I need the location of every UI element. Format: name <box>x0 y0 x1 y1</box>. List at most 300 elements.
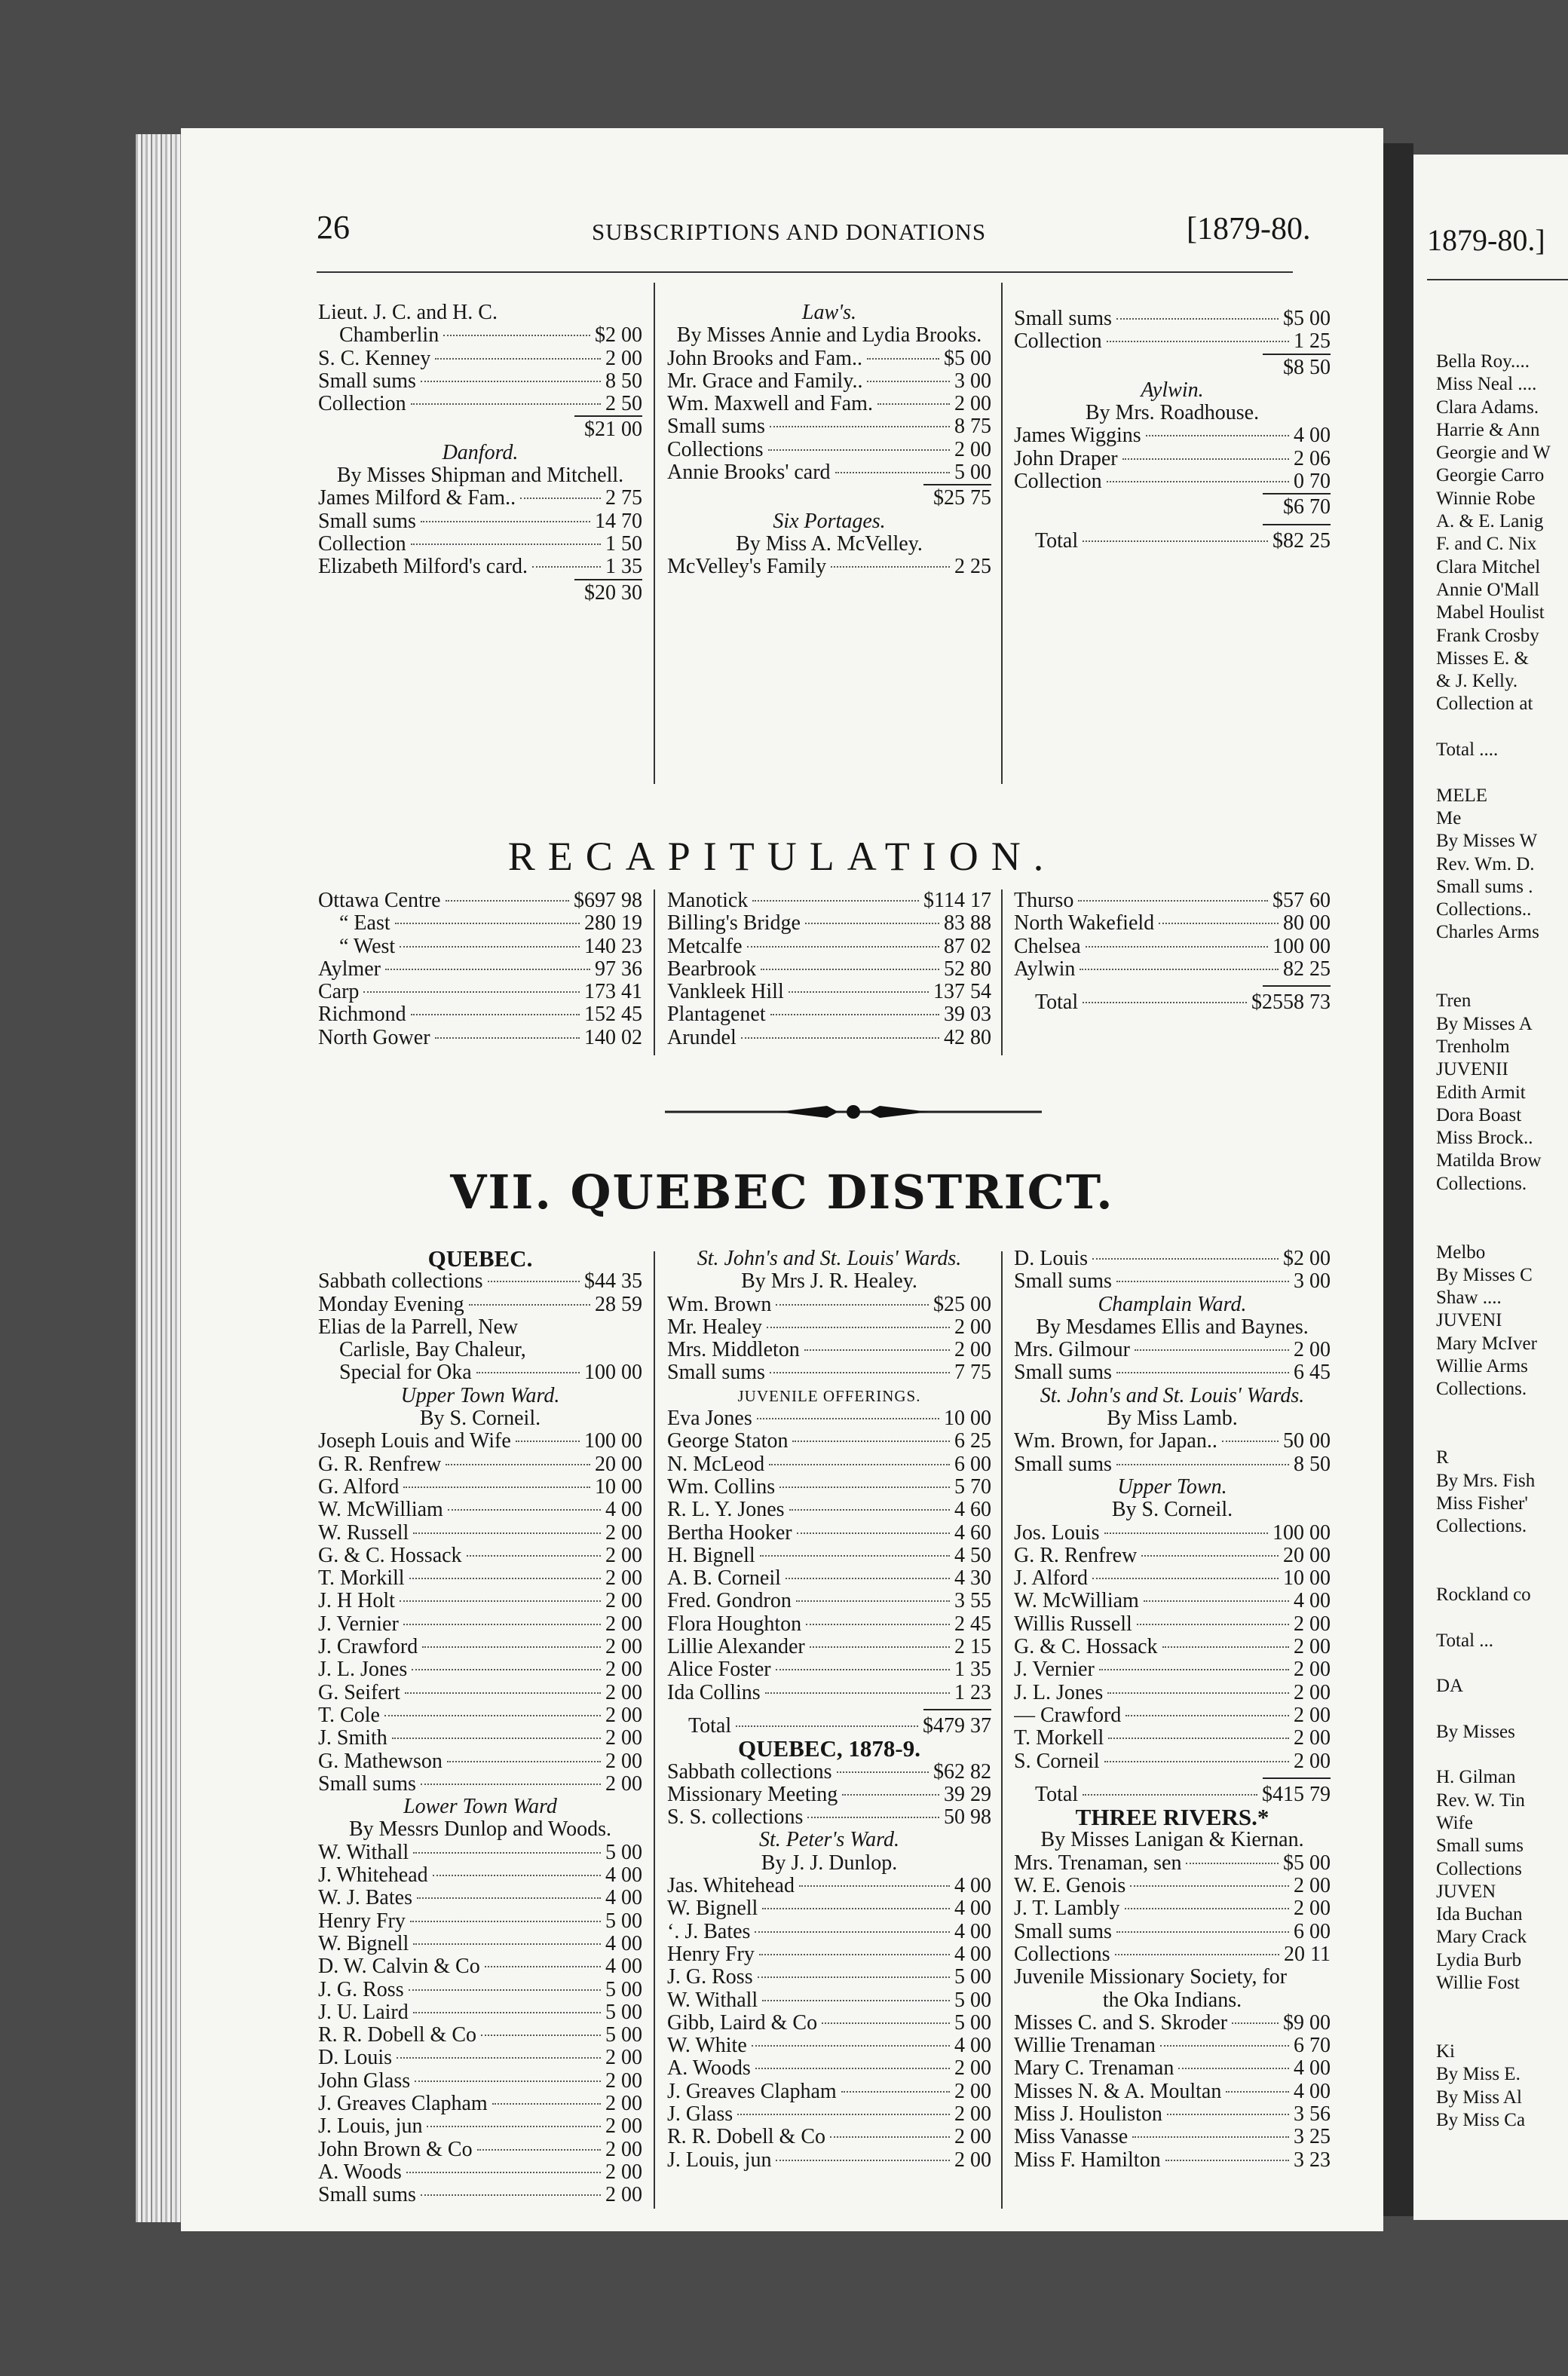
dot-leader <box>413 2012 601 2013</box>
section-heading: By Misses Annie and Lydia Brooks. <box>676 323 982 348</box>
section-heading: JUVENILE OFFERINGS. <box>737 1386 921 1405</box>
running-year: [1879-80. <box>1187 212 1311 246</box>
entry-amount: 5 00 <box>605 1909 642 1933</box>
entry-row <box>667 439 991 461</box>
dot-leader <box>762 1908 950 1909</box>
entry-name: Fred. Gondron <box>667 1590 792 1613</box>
entry-name: Gibb, Laird & Co <box>667 2011 818 2035</box>
dot-leader <box>1137 1624 1289 1625</box>
dot-leader <box>736 1725 918 1727</box>
entry-row <box>667 1430 991 1453</box>
entry-row <box>1014 1784 1331 1806</box>
dot-leader <box>421 2194 601 2196</box>
facing-line: Edith Armit <box>1436 1082 1526 1103</box>
entry-amount: 1 35 <box>605 555 642 579</box>
dot-leader <box>1108 1738 1289 1739</box>
facing-header-rule <box>1427 279 1568 280</box>
entry-amount: 2 00 <box>954 2056 991 2081</box>
entry-amount: $5 00 <box>1283 1851 1331 1875</box>
entry-row <box>667 2012 991 2035</box>
page-number: 26 <box>317 209 350 246</box>
facing-line: Shaw .... <box>1436 1288 1502 1309</box>
entry-row <box>1014 1750 1331 1773</box>
entry-amount: 3 25 <box>1294 2125 1331 2149</box>
dot-leader <box>1099 1669 1289 1670</box>
entry-name: Bertha Hooker <box>667 1521 792 1545</box>
facing-line: Winnie Robe <box>1436 488 1536 509</box>
entry-amount: 2 00 <box>605 1612 642 1636</box>
column-divider <box>654 1251 655 2209</box>
entry-name: Wm. Maxwell and Fam. <box>667 393 873 416</box>
dot-leader <box>841 2091 950 2093</box>
entry-amount: 152 45 <box>584 1003 642 1027</box>
facing-line: JUVENII <box>1436 1059 1508 1080</box>
subtotal <box>667 484 991 510</box>
entry-row <box>667 1636 991 1658</box>
facing-line: H. Gilman <box>1436 1767 1516 1788</box>
facing-line: F. and C. Nix <box>1436 534 1537 555</box>
entry-name: Small sums <box>1014 1453 1112 1476</box>
entry-name: Jas. Whitehead <box>667 1875 795 1898</box>
entry-row <box>667 1715 991 1738</box>
dot-leader <box>762 2000 950 2001</box>
entry-name: George Staton <box>667 1430 789 1453</box>
entry-amount: 4 00 <box>954 1942 991 1966</box>
entry-name: Total <box>1035 529 1079 553</box>
dot-leader <box>1135 1349 1289 1351</box>
section-heading: QUEBEC. <box>427 1245 533 1272</box>
facing-line: Miss Brock.. <box>1436 1128 1533 1149</box>
entry-name: Elias de la Parrell, New <box>318 1315 519 1339</box>
section-heading: By S. Corneil. <box>419 1407 541 1431</box>
top-column-2 <box>667 302 991 579</box>
entry-row <box>318 324 642 347</box>
entry-amount: 4 00 <box>1294 2056 1331 2081</box>
section-heading: Upper Town Ward. <box>400 1383 560 1407</box>
dot-leader <box>770 1372 950 1373</box>
entry-row <box>1014 1636 1331 1658</box>
entry-name: Henry Fry <box>318 1909 406 1933</box>
entry-amount: 7 75 <box>954 1361 991 1385</box>
entry-name: T. Morkill <box>318 1567 405 1591</box>
dot-leader <box>421 381 601 382</box>
dot-leader <box>433 1875 601 1876</box>
entry-name: A. Woods <box>318 2160 402 2184</box>
entry-amount: 173 41 <box>584 980 642 1004</box>
entry-row <box>1014 424 1331 447</box>
entry-amount: 39 03 <box>944 1003 991 1027</box>
running-title: SUBSCRIPTIONS AND DONATIONS <box>592 219 987 245</box>
entry-amount: 2 00 <box>605 346 642 370</box>
dot-leader <box>747 946 940 948</box>
entry-row <box>1014 1921 1331 1943</box>
entry-name: Annie Brooks' card <box>667 461 831 485</box>
entry-row <box>1014 1897 1331 1920</box>
entry-row <box>318 889 642 912</box>
bottom-column-1 <box>318 1245 642 2207</box>
entry-name: Flora Houghton <box>667 1612 802 1636</box>
entry-amount: 100 00 <box>584 1361 642 1385</box>
entry-name: ‘. J. Bates <box>667 1920 751 1943</box>
entry-amount: 5 00 <box>954 1965 991 1989</box>
entry-name: Carlisle, Bay Chaleur, <box>339 1339 526 1362</box>
entry-name: J. U. Laird <box>318 2001 409 2024</box>
facing-line <box>1436 1196 1568 1218</box>
entry-name: Alice Foster <box>667 1658 771 1682</box>
dot-leader <box>400 1600 601 1602</box>
section-heading: St. Peter's Ward. <box>759 1828 899 1852</box>
dot-leader <box>1165 2160 1289 2161</box>
entry-amount: 2 00 <box>954 1338 991 1362</box>
dot-leader <box>1116 1372 1289 1373</box>
entry-name: Ida Collins <box>667 1681 761 1704</box>
total-rule <box>1263 1777 1331 1779</box>
dot-leader <box>392 1738 601 1739</box>
entry-amount: 2 00 <box>605 2160 642 2184</box>
entry-amount: $57 60 <box>1272 889 1331 912</box>
dot-leader <box>447 1761 601 1762</box>
facing-line: R <box>1436 1447 1449 1468</box>
dot-leader <box>1186 1863 1279 1864</box>
dot-leader <box>403 1624 601 1625</box>
entry-name: Collections <box>667 438 764 461</box>
entry-name: W. McWilliam <box>1014 1590 1139 1613</box>
dot-leader <box>384 1715 601 1716</box>
entry-row <box>667 1658 991 1681</box>
entry-name: Mr. Healey <box>667 1315 762 1339</box>
entry-amount: 8 50 <box>605 369 642 393</box>
entry-name: Chelsea <box>1014 935 1081 958</box>
entry-amount: 2 00 <box>605 1658 642 1682</box>
entry-amount: 87 02 <box>944 934 991 958</box>
section-heading: St. John's and St. Louis' Wards. <box>697 1247 962 1270</box>
dot-leader <box>867 381 950 382</box>
dot-leader <box>409 1578 601 1579</box>
entry-row <box>667 1294 991 1316</box>
entry-amount: $114 17 <box>923 889 991 912</box>
entry-amount: 5 00 <box>605 1840 642 1864</box>
dot-leader <box>409 1989 601 1991</box>
book-gutter <box>1383 143 1413 2216</box>
entry-row <box>1014 2035 1331 2057</box>
section-heading: By Messrs Dunlop and Woods. <box>348 1817 612 1842</box>
dot-leader <box>1104 1761 1289 1762</box>
entry-row <box>1014 1430 1331 1453</box>
facing-line: By Misses <box>1436 1721 1515 1742</box>
entry-row <box>318 1864 642 1887</box>
dot-leader <box>400 946 580 948</box>
recapitulation-title: RECAPITULATION. <box>507 834 1057 879</box>
facing-line: Wife <box>1436 1813 1473 1833</box>
entry-amount: 2 00 <box>1294 1635 1331 1659</box>
facing-line: Collections. <box>1436 1379 1527 1400</box>
entry-amount: 2 06 <box>1294 446 1331 470</box>
entry-row <box>318 958 642 981</box>
facing-line: Charles Arms <box>1436 922 1539 943</box>
entry-row <box>318 1955 642 1978</box>
dot-leader <box>516 1441 580 1442</box>
dot-leader <box>789 1509 950 1511</box>
facing-line: By Misses A <box>1436 1013 1533 1034</box>
dot-leader <box>488 1281 580 1282</box>
dot-leader <box>435 358 601 360</box>
dot-leader <box>765 1692 950 1694</box>
dot-leader <box>737 2114 950 2115</box>
entry-row <box>667 2126 991 2148</box>
entry-row <box>1014 1943 1331 1966</box>
facing-line <box>1436 1995 1568 2017</box>
entry-name: Wm. Collins <box>667 1475 776 1499</box>
dot-leader <box>1107 1692 1289 1694</box>
entry-row <box>318 1545 642 1567</box>
entry-row <box>667 1897 991 1920</box>
entry-row <box>1014 2057 1331 2080</box>
entry-row <box>318 1499 642 1521</box>
entry-amount: 97 36 <box>595 957 642 981</box>
dot-leader <box>752 900 919 902</box>
entry-amount: 1 25 <box>1294 329 1331 354</box>
bottom-column-3 <box>1014 1248 1331 2172</box>
facing-line <box>1436 1652 1568 1675</box>
entry-name: Collection <box>1014 470 1102 494</box>
dot-leader <box>768 449 950 451</box>
entry-row <box>667 1476 991 1499</box>
entry-amount: 2 00 <box>605 1703 642 1727</box>
section-heading: Upper Town. <box>1117 1474 1227 1499</box>
dot-leader <box>385 969 590 970</box>
facing-line <box>1436 1561 1568 1584</box>
entry-name: Metcalfe <box>667 935 743 958</box>
dot-leader <box>1146 435 1289 436</box>
entry-row <box>318 2184 642 2206</box>
column-divider <box>1001 283 1003 784</box>
entry-name: W. Withall <box>318 1841 409 1864</box>
facing-line <box>1436 1606 1568 1629</box>
entry-amount: 2 00 <box>1294 1703 1331 1727</box>
dot-leader <box>1104 1532 1268 1534</box>
section-heading: By Misses Shipman and Mitchell. <box>336 464 624 488</box>
top-column-3 <box>1014 308 1331 553</box>
entry-name: North Wakefield <box>1014 912 1155 935</box>
dot-leader <box>421 1784 601 1785</box>
entry-row <box>318 2001 642 2024</box>
entry-row <box>318 1567 642 1590</box>
entry-amount: 6 00 <box>1294 1919 1331 1943</box>
dot-leader <box>770 1014 939 1015</box>
dot-leader <box>1167 2114 1289 2115</box>
entry-amount: 5 00 <box>605 1977 642 2001</box>
entry-amount: 2 00 <box>605 1543 642 1567</box>
dot-leader <box>411 403 601 405</box>
entry-row <box>1014 330 1331 353</box>
entry-name: Total <box>1035 1783 1079 1806</box>
dot-leader <box>422 1646 601 1648</box>
dot-leader <box>842 1794 939 1796</box>
dot-leader <box>421 521 590 522</box>
entry-name: Small sums <box>667 415 765 439</box>
entry-row <box>318 981 642 1003</box>
entry-amount: 2 00 <box>605 2137 642 2161</box>
entry-row <box>318 1316 642 1339</box>
entry-row <box>318 1933 642 1955</box>
dot-leader <box>405 1692 601 1694</box>
entry-amount: 52 80 <box>944 957 991 981</box>
entry-name: T. Cole <box>318 1704 380 1727</box>
dot-leader <box>406 2172 601 2173</box>
dot-leader <box>1159 923 1279 924</box>
dot-leader <box>789 991 929 993</box>
entry-name: Richmond <box>318 1003 406 1027</box>
dot-leader <box>1162 1646 1289 1648</box>
entry-row <box>318 2115 642 2138</box>
entry-row <box>1014 1875 1331 1897</box>
entry-row <box>318 370 642 393</box>
dot-leader <box>792 1441 950 1442</box>
facing-line: Tren <box>1436 991 1472 1012</box>
section-heading: Six Portages. <box>773 509 886 533</box>
facing-page-lines <box>1436 351 1568 2132</box>
entry-row <box>318 1773 642 1796</box>
facing-line: By Miss Al <box>1436 2087 1522 2108</box>
entry-name: the Oka Indians. <box>1102 1989 1242 2012</box>
entry-amount: 5 00 <box>954 461 991 485</box>
entry-row <box>1014 308 1331 330</box>
dot-leader <box>757 1418 939 1419</box>
entry-amount: 6 45 <box>1294 1361 1331 1385</box>
facing-line: & J. Kelly. <box>1436 671 1518 692</box>
dot-leader <box>761 969 939 970</box>
entry-name: S. C. Kenney <box>318 347 431 370</box>
dot-leader <box>1141 1555 1279 1557</box>
entry-row <box>1014 1339 1331 1361</box>
entry-row <box>1014 2103 1331 2126</box>
entry-row <box>667 1590 991 1612</box>
section-heading: St. John's and St. Louis' Wards. <box>1040 1383 1305 1407</box>
entry-name: J. G. Ross <box>667 1966 753 1989</box>
facing-line: MELE <box>1436 785 1488 806</box>
entry-amount: 4 00 <box>605 1498 642 1522</box>
entry-row <box>318 1270 642 1293</box>
facing-line: Mabel Houlist <box>1436 602 1545 623</box>
entry-row <box>1014 1590 1331 1612</box>
facing-line <box>1436 967 1568 990</box>
entry-amount: 0 70 <box>1294 470 1331 494</box>
entry-name: Willie Trenaman <box>1014 2035 1156 2058</box>
entry-amount: 2 00 <box>605 1635 642 1659</box>
entry-amount: 4 00 <box>1294 1589 1331 1613</box>
entry-name: James Milford & Fam.. <box>318 487 516 510</box>
dot-leader <box>807 1817 939 1818</box>
entry-name: Sabbath collections <box>667 1760 832 1784</box>
entry-name: R. L. Y. Jones <box>667 1499 785 1522</box>
entry-name: Small sums <box>1014 1361 1112 1385</box>
dot-leader <box>1125 1715 1289 1716</box>
dot-leader <box>1144 1600 1289 1602</box>
entry-name: Eva Jones <box>667 1407 752 1431</box>
dot-leader <box>435 1037 580 1039</box>
subtotal-amount: $20 30 <box>574 579 642 605</box>
entry-row <box>667 958 991 981</box>
entry-row <box>318 1590 642 1612</box>
entry-row <box>318 1027 642 1049</box>
entry-name: J. H Holt <box>318 1590 395 1613</box>
entry-name: Small sums <box>667 1361 765 1385</box>
entry-name: Small sums <box>318 2184 416 2207</box>
entry-amount: 6 25 <box>954 1429 991 1453</box>
dot-leader <box>806 1624 950 1625</box>
facing-line: Small sums . <box>1436 876 1533 897</box>
dot-leader <box>477 2149 601 2151</box>
facing-line: Harrie & Ann <box>1436 419 1540 440</box>
entry-name: J. Louis, jun <box>318 2115 423 2139</box>
facing-line <box>1436 716 1568 739</box>
entry-name: S. S. collections <box>667 1806 804 1829</box>
entry-row <box>667 1806 991 1829</box>
entry-name: Total <box>688 1714 732 1738</box>
entry-name: Small sums <box>1014 1270 1112 1294</box>
entry-amount: 42 80 <box>944 1025 991 1049</box>
entry-name: G. R. Renfrew <box>1014 1544 1138 1567</box>
entry-row <box>1014 1658 1331 1681</box>
dot-leader <box>448 1509 601 1511</box>
entry-amount: $5 00 <box>944 346 991 370</box>
entry-name: North Gower <box>318 1026 430 1049</box>
entry-row <box>667 1966 991 1989</box>
entry-row <box>1014 2149 1331 2172</box>
column-divider <box>1001 889 1003 1055</box>
facing-line <box>1436 1424 1568 1447</box>
entry-amount: 3 00 <box>1294 1269 1331 1294</box>
facing-line: By Misses W <box>1436 831 1538 852</box>
dot-leader <box>1083 1794 1257 1796</box>
entry-amount: 5 00 <box>605 2023 642 2047</box>
entry-amount: 2 00 <box>954 2079 991 2103</box>
entry-name: Small sums <box>318 510 416 533</box>
entry-amount: 10 00 <box>944 1407 991 1431</box>
dot-leader <box>776 1304 929 1306</box>
entry-amount: 28 59 <box>595 1292 642 1316</box>
entry-name: J. Glass <box>667 2102 733 2126</box>
subtotal-amount: $6 70 <box>1263 493 1331 519</box>
facing-line: Bella Roy.... <box>1436 351 1530 372</box>
entry-row <box>318 1003 642 1026</box>
entry-row <box>318 510 642 533</box>
dot-leader <box>485 1966 601 1967</box>
facing-line: Collections <box>1436 1858 1522 1879</box>
entry-amount: 2 00 <box>954 2125 991 2149</box>
entry-amount: 2 45 <box>954 1612 991 1636</box>
dot-leader <box>1116 1464 1289 1465</box>
entry-amount: 50 00 <box>1283 1429 1331 1453</box>
entry-amount: 2 00 <box>605 1749 642 1773</box>
entry-row <box>1014 1545 1331 1567</box>
entry-amount: 2 00 <box>954 2148 991 2172</box>
dot-leader <box>1232 2022 1279 2024</box>
facing-line <box>1436 1744 1568 1766</box>
entry-amount: 2 00 <box>605 2183 642 2207</box>
entry-amount: 2 00 <box>1294 1726 1331 1750</box>
facing-line: Rockland co <box>1436 1585 1531 1606</box>
dot-leader <box>1116 318 1279 320</box>
entry-name: Elizabeth Milford's card. <box>318 556 528 579</box>
dot-leader <box>1116 1931 1289 1933</box>
entry-amount: 5 00 <box>605 2000 642 2024</box>
dot-leader <box>1122 458 1289 460</box>
entry-name: Collection <box>1014 330 1102 354</box>
entry-row <box>667 393 991 415</box>
entry-row <box>318 1522 642 1545</box>
facing-line: Rev. W. Tin <box>1436 1790 1525 1811</box>
